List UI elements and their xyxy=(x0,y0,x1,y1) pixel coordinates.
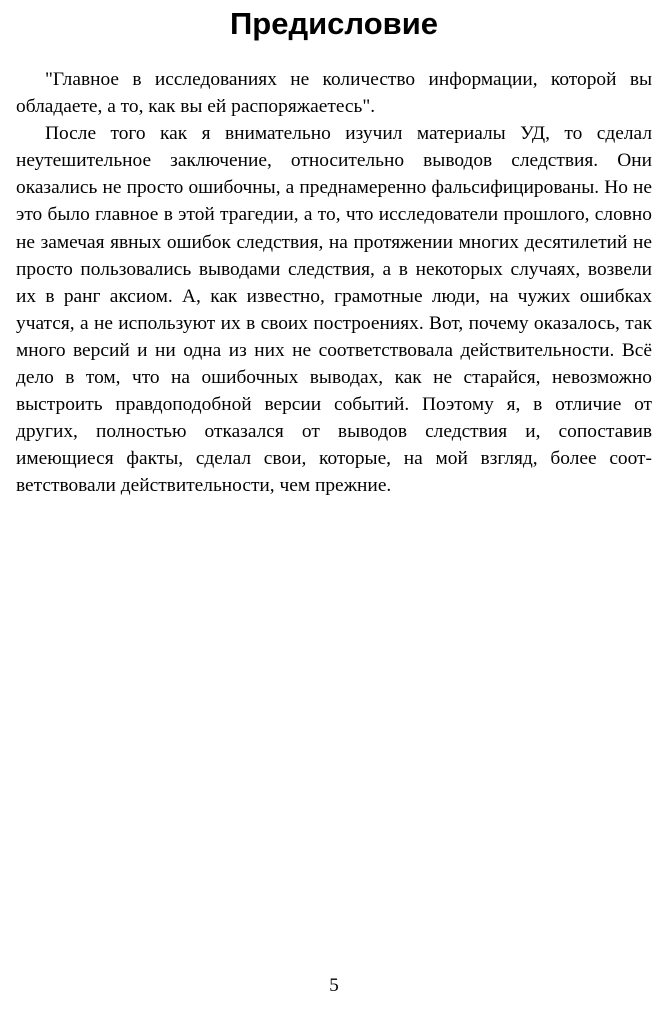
epigraph-paragraph: "Главное в исследованиях не количество информации, которой вы обладаете, а то, как вы ей распоряжаетесь". xyxy=(16,69,652,118)
page-title: Предисловие xyxy=(229,6,438,41)
main-paragraph: После того как я внимательно изучил материалы УД, то сделал неутешительное заключение, относительно выводов следствия. Они оказались не просто ошибочны, а преднамеренно фальсифицированы. Но не это было главное в этой трагедии, а то, что исследователи прошлого, словно не замечая явных ошибок следствия, на протяжении многих десятилетий не просто пользовались выводами следствия, а в некоторых случаях, возвели их в ранг аксиом. А, как известно, грамотные люди, на чужих ошибках учатся, а не используют их в своих построениях. Вот, почему оказалось, так много версий и ни одна из них не соответствовала действительности. Всё дело в том, что на ошибочных выводах, как не старайся, невозможно выстроить правдоподобной версии событий. Поэтому я, в отличие от других, полностью отказался от выводов следствия и, сопоставив имеющиеся факты, сделал свои, которые, на мой взгляд, более соответствовали действительности, чем прежние. xyxy=(16,123,652,497)
page-number: 5 xyxy=(329,975,339,996)
body-text xyxy=(16,66,652,500)
